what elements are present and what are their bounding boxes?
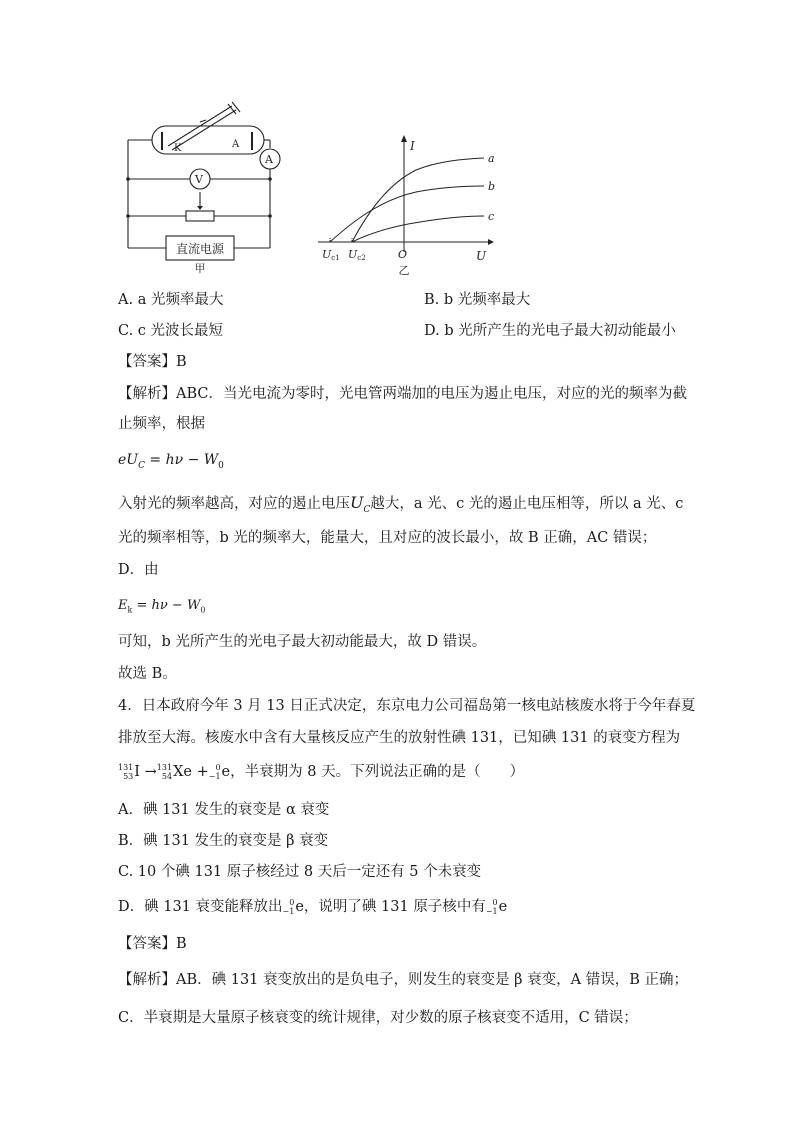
light-ray [172, 110, 236, 150]
nuclide-iodine: 131 53 I [118, 763, 141, 781]
q3-paragraph-2: 光的频率相等，b 光的频率大，能量大，且对应的波长最小，故 B 正确，AC 错误； [118, 530, 657, 546]
curve-a-label: a [488, 152, 495, 165]
photocell-tube [152, 126, 264, 154]
q4-option-a: A．碘 131 发生的衰变是 α 衰变 [118, 802, 330, 818]
label-k: K [174, 143, 182, 154]
q4-option-d: D．碘 131 衰变能释放出 0 −1 e，说明了碘 131 原子核中有 0 −1 e [118, 898, 508, 916]
q4-analysis-line1: 【解析】AB．碘 131 衰变放出的是负电子，则发生的衰变是 β 衰变，A 错误，B 正确； [118, 972, 688, 988]
q3-answer: 【答案】B [118, 354, 187, 370]
curve-b-label: b [488, 180, 496, 193]
circuit-diagram [120, 100, 300, 280]
q3-equation-2: $E_k = h\nu - W_0$ [118, 598, 206, 615]
voltmeter-label: V [195, 173, 203, 186]
q4-option-c: C. 10 个碘 131 原子核经过 8 天后一定还有 5 个未衰变 [118, 864, 482, 880]
origin-label: O [398, 248, 408, 261]
uc2-label: Uc2 [348, 248, 366, 262]
q3-paragraph-1: 入射光的频率越高，对应的遏止电压$U_C$越大，a 光、c 光的遏止电压相等，所以 a 光、c [118, 493, 684, 515]
caption-yi: 乙 [398, 264, 410, 277]
q3-option-a: A. a 光频率最大 [118, 292, 224, 308]
axis-u-label: U [476, 249, 487, 263]
q3-equation-1: $eU_C = h\nu - W_0$ [118, 452, 224, 471]
uc1-label: Uc1 [322, 248, 340, 262]
q3-option-b: B. b 光频率最大 [424, 292, 531, 308]
q3-option-d: D. b 光所产生的光电子最大初动能最小 [424, 323, 676, 339]
q3-analysis-line2: 止频率，根据 [118, 416, 205, 432]
axis-i-label: I [410, 139, 415, 153]
q3-choose: 故选 B。 [118, 666, 177, 682]
curve-a [352, 158, 484, 242]
q4-stem-line1: 4．日本政府今年 3 月 13 日正式决定，东京电力公司福岛第一核电站核废水将于今年春夏 [118, 698, 696, 714]
q4-analysis-line2: C．半衰期是大量原子核衰变的统计规律，对少数的原子核衰变不适用，C 错误； [118, 1010, 638, 1026]
ammeter-label: A [265, 153, 273, 166]
q4-answer: 【答案】B [118, 936, 187, 952]
rheostat [186, 211, 214, 221]
q4-option-b: B．碘 131 发生的衰变是 β 衰变 [118, 833, 329, 849]
label-a: A [232, 139, 240, 150]
curve-c [352, 216, 484, 242]
nuclide-xenon: 131 54 Xe [156, 763, 192, 781]
q3-d-by: D．由 [118, 562, 159, 578]
q3-analysis-line1: 【解析】ABC．当光电流为零时，光电管两端加的电压为遏止电压，对应的光的频率为截 [118, 386, 687, 402]
caption-jia: 甲 [194, 262, 206, 275]
curve-c-label: c [488, 210, 495, 223]
iu-graph [316, 134, 506, 280]
power-source-label: 直流电源 [175, 242, 225, 256]
q4-stem-line2: 排放至大海。核废水中含有大量核反应产生的放射性碘 131，已知碘 131 的衰变方程为 [118, 730, 681, 746]
nuclide-electron: 0 −1 e [208, 763, 231, 781]
curve-b [330, 186, 484, 242]
q3-conclusion: 可知，b 光所产生的光电子最大初动能最大，故 D 错误。 [118, 634, 487, 650]
q4-decay-equation: 131 53 I → 131 54 Xe + 0 −1 e，半衰期为 8 天。下列说法正确的是（ ） [118, 763, 525, 781]
q3-option-c: C. c 光波长最短 [118, 323, 224, 339]
